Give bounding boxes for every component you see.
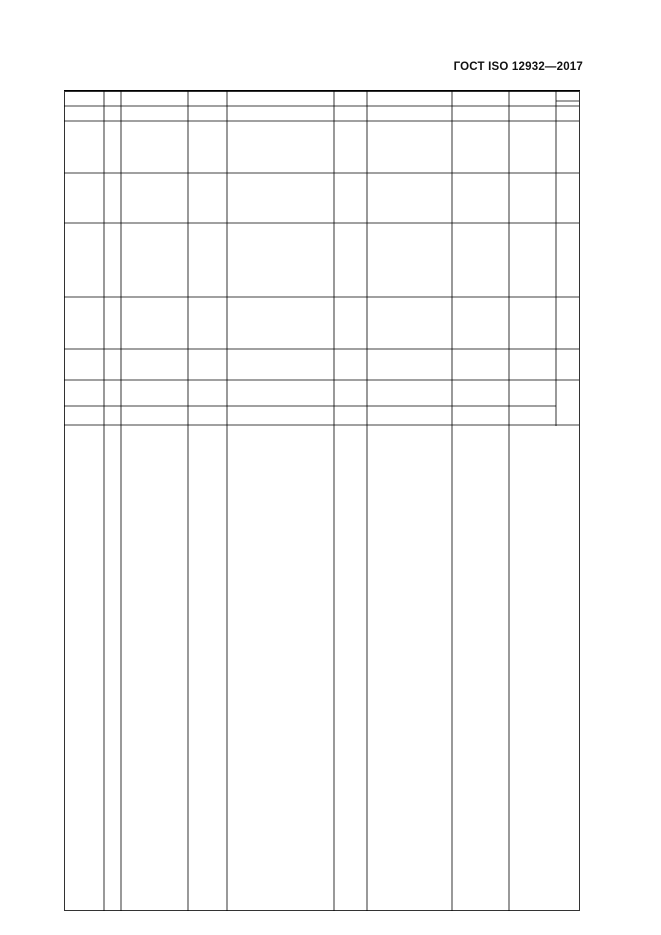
page-number: 5: [573, 843, 580, 855]
table-lines: [47, 91, 582, 911]
col-level-d: D: [114, 718, 124, 724]
col-level-c: C: [114, 794, 124, 800]
table-grid: [47, 91, 582, 911]
table-title: Таблица 1 — Ограничения на дефекты: [47, 718, 58, 911]
standard-code: ГОСТ ISO 12932—2017: [453, 61, 583, 73]
col-group-limits: Ограничения на дефекты для различных уровней качества: [66, 686, 76, 908]
col-level-b: B: [114, 870, 124, 876]
